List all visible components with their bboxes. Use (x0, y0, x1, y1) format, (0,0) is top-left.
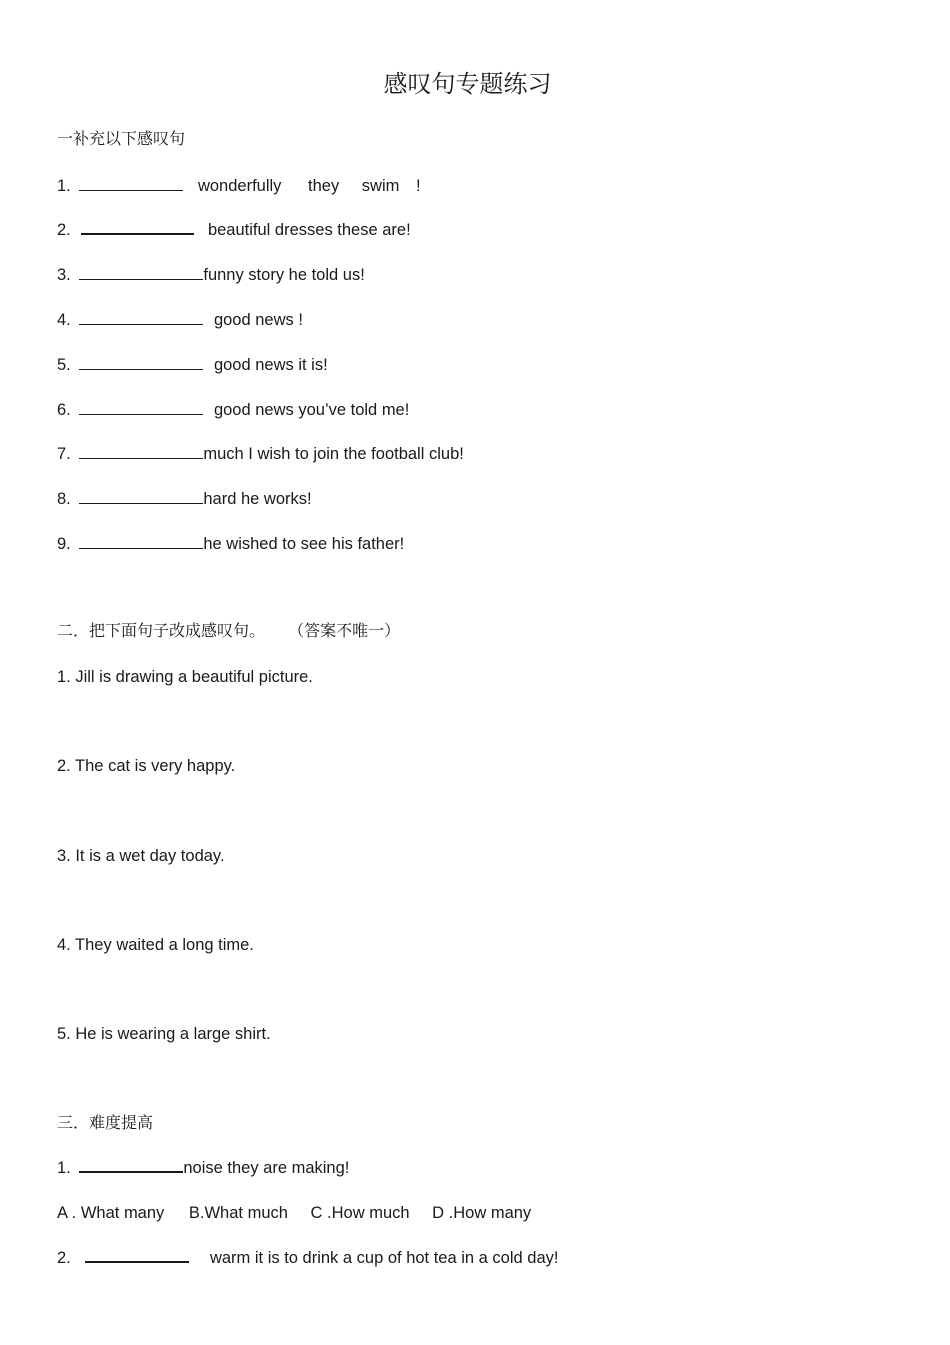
answer-blank[interactable] (79, 355, 203, 370)
exercise-item (57, 488, 312, 510)
item-number: 1. (57, 1159, 71, 1177)
choice-question (57, 1157, 349, 1179)
item-number: 2. (57, 1249, 71, 1267)
exercise-item (57, 399, 409, 421)
rewrite-item: 3. It is a wet day today. (57, 847, 225, 865)
section-heading-1: 一补充以下感叹句 (57, 129, 186, 148)
section-heading-2 (57, 620, 400, 642)
page-title: 感叹句专题练习 (383, 70, 552, 98)
exercise-item (57, 443, 464, 465)
item-text: good news you’ve told me! (213, 401, 410, 419)
exercise-item (57, 309, 303, 331)
rewrite-item: 1. Jill is drawing a beautiful picture. (57, 668, 313, 686)
answer-blank[interactable] (85, 1247, 189, 1263)
item-number: 7. (57, 445, 71, 463)
exercise-item (57, 175, 421, 197)
answer-blank[interactable] (79, 444, 203, 459)
item-text: good news ! (213, 311, 303, 329)
exercise-item (57, 264, 365, 286)
item-word: they (308, 177, 340, 195)
item-text: he wished to see his father! (203, 535, 405, 553)
exercise-item (57, 219, 411, 241)
exercise-item (57, 533, 404, 555)
option-a: A . What many (57, 1204, 165, 1222)
item-number: 5. (57, 356, 71, 374)
item-word: wonderfully (197, 177, 282, 195)
option-d: D .How many (432, 1204, 532, 1222)
rewrite-item: 4. They waited a long time. (57, 936, 254, 954)
item-number: 2. (57, 221, 71, 239)
item-word: ! (415, 177, 421, 195)
exercise-item (57, 354, 328, 376)
item-text: noise they are making! (183, 1159, 350, 1177)
item-text: funny story he told us! (203, 266, 365, 284)
item-number: 6. (57, 401, 71, 419)
item-number: 4. (57, 311, 71, 329)
rewrite-item: 5. He is wearing a large shirt. (57, 1025, 271, 1043)
option-b: B.What much (188, 1204, 288, 1222)
answer-blank[interactable] (79, 1157, 183, 1173)
item-text: much I wish to join the football club! (203, 445, 464, 463)
answer-blank[interactable] (79, 176, 183, 191)
choice-question (57, 1247, 558, 1269)
item-number: 8. (57, 490, 71, 508)
section-heading-2-note: （答案不唯一） (288, 621, 401, 640)
item-text: beautiful dresses these are! (207, 221, 411, 239)
item-number: 1. (57, 177, 71, 195)
item-number: 3. (57, 266, 71, 284)
section-heading-3: 三．难度提高 (57, 1113, 154, 1132)
answer-options (57, 1202, 531, 1224)
item-text: good news it is! (213, 356, 328, 374)
option-c: C .How much (310, 1204, 410, 1222)
rewrite-item: 2. The cat is very happy. (57, 757, 236, 775)
answer-blank[interactable] (79, 400, 203, 415)
item-text: hard he works! (203, 490, 312, 508)
item-word: swim (361, 177, 400, 195)
item-text: warm it is to drink a cup of hot tea in a cold day! (209, 1249, 559, 1267)
answer-blank[interactable] (81, 219, 194, 235)
answer-blank[interactable] (79, 265, 203, 280)
section-heading-2-text: 二．把下面句子改成感叹句。 (57, 621, 266, 640)
item-number: 9. (57, 535, 71, 553)
answer-blank[interactable] (79, 310, 203, 325)
answer-blank[interactable] (79, 489, 203, 504)
answer-blank[interactable] (79, 534, 203, 549)
